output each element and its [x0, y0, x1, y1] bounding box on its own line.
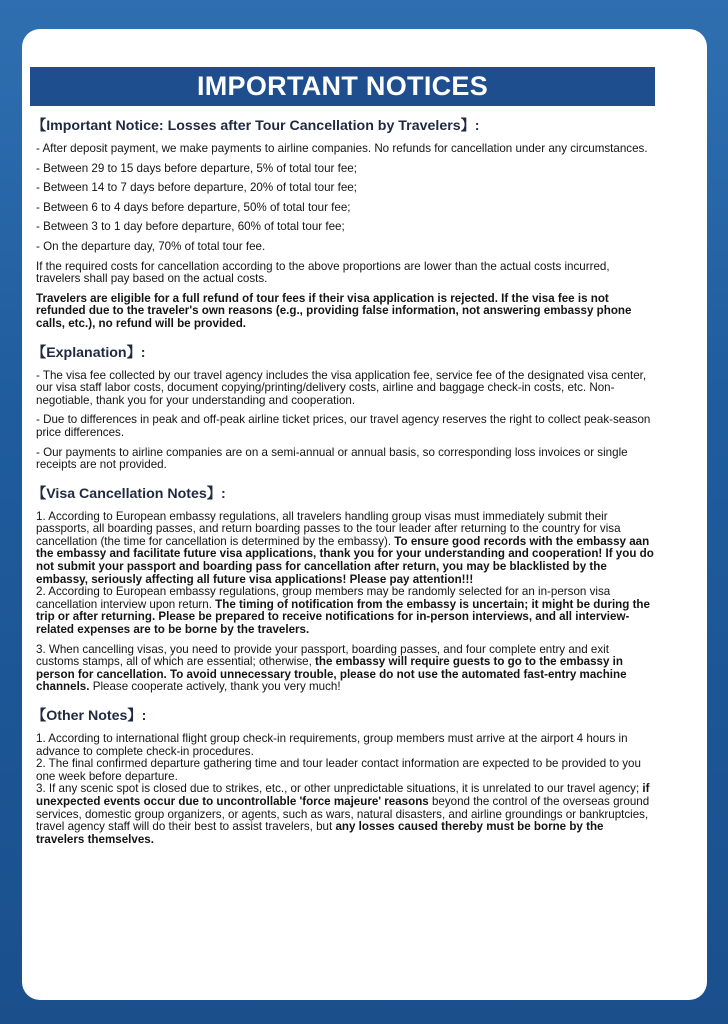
notice-item: - Due to differences in peak and off-peak airline ticket prices, our travel agency reserves the right to collect peak-season price differences.	[36, 413, 651, 439]
notice-item: If the required costs for cancellation according to the above proportions are lower than the actual costs incurred, travelers shall pay based on the actual costs.	[36, 259, 610, 286]
notice-item: 2. The final confirmed departure gathering time and tour leader contact information are expected to be provided to you one week before departure.	[36, 757, 641, 783]
notice-item: - After deposit payment, we make payments to airline companies. No refunds for cancellation under any circumstances.	[36, 142, 648, 155]
section-other-notes	[32, 708, 654, 846]
section-title: 【Explanation】:	[32, 344, 146, 361]
section-title: 【Important Notice: Losses after Tour Cancellation by Travelers】:	[32, 118, 480, 134]
notice-item: - Between 29 to 15 days before departure, 5% of total tour fee;	[36, 161, 357, 175]
notice-item: 3. When cancelling visas, you need to provide your passport, boarding passes, and four complete entry and exit customs stamps, all of which are essential; otherwise, the embassy will require guests to go to the embassy in person for cancellation. To avoid unnecessary trouble, please do not use the automated fast-entry machine channels. Please cooperate actively, thank you very much!	[36, 642, 627, 694]
notice-item: - Between 3 to 1 day before departure, 60% of total tour fee;	[36, 220, 345, 234]
notice-item: 1. According to European embassy regulations, all travelers handling group visas must immediately submit their passports, all boarding passes, and return boarding passes to the tour leader after returning to the country for visa cancellation (the time for cancellation is determined by the embassy). To ensure good records with the embassy aan the embassy and facilitate future visa applications, thank you for your understanding and cooperation! If you do not submit your passport and boarding pass for cancellation after return, you may be blacklisted by the embassy, seriously affecting all future visa applications! Please pay attention!!!	[36, 509, 654, 586]
notice-content	[32, 118, 654, 846]
notice-item: - Between 6 to 4 days before departure, 50% of total tour fee;	[36, 200, 351, 214]
section-title: 【Other Notes】:	[32, 708, 147, 724]
section-title: 【Visa Cancellation Notes】:	[32, 485, 226, 502]
section-explanation	[32, 344, 654, 472]
notice-item: - The visa fee collected by our travel agency includes the visa application fee, service fee of the designated visa center, our visa staff labor costs, document copying/printing/delivery costs, airline and baggage check-in costs, etc. Non-negotiable, thank you for your understanding and cooperation.	[36, 368, 647, 407]
notice-item: 1. According to international flight group check-in requirements, group members must arrive at the airport 4 hours in advance to complete check-in procedures.	[36, 732, 628, 758]
notice-item: 3. If any scenic spot is closed due to strikes, etc., or other unpredictable situations, it is unrelated to our travel agency; if unexpected events occur due to uncontrollable 'force majeure' reasons beyond the control of the overseas ground services, domestic group organizers, or agents, such as wars, natural disasters, and airline groundings or bankruptcies, travel agency staff will do their best to assist travelers, but any losses caused thereby must be borne by the travelers themselves.	[36, 782, 650, 846]
section-cancellation-losses	[32, 118, 654, 331]
notice-item: - On the departure day, 70% of total tour fee.	[36, 239, 266, 253]
notice-item: - Our payments to airline companies are on a semi-annual or annual basis, so corresponding loss invoices or single receipts are not provided.	[36, 445, 628, 472]
page-title: IMPORTANT NOTICES	[30, 67, 655, 106]
notice-item: 2. According to European embassy regulations, group members may be randomly selected for an in-person visa cancellation interview upon return. The timing of notification from the embassy is uncertain; it might be during the trip or after returning. Please be prepared to receive notifications for in-person interviews, and all interview-related expenses are to be borne by the travelers.	[36, 585, 650, 637]
notice-item-bold: Travelers are eligible for a full refund of tour fees if their visa application is rejected. If the visa fee is not refunded due to the traveler's own reasons (e.g., providing false information, not answering embassy phone calls, etc.), no refund will be provided.	[36, 291, 632, 330]
notice-item: - Between 14 to 7 days before departure, 20% of total tour fee;	[36, 181, 357, 195]
section-visa-cancellation	[32, 485, 654, 694]
